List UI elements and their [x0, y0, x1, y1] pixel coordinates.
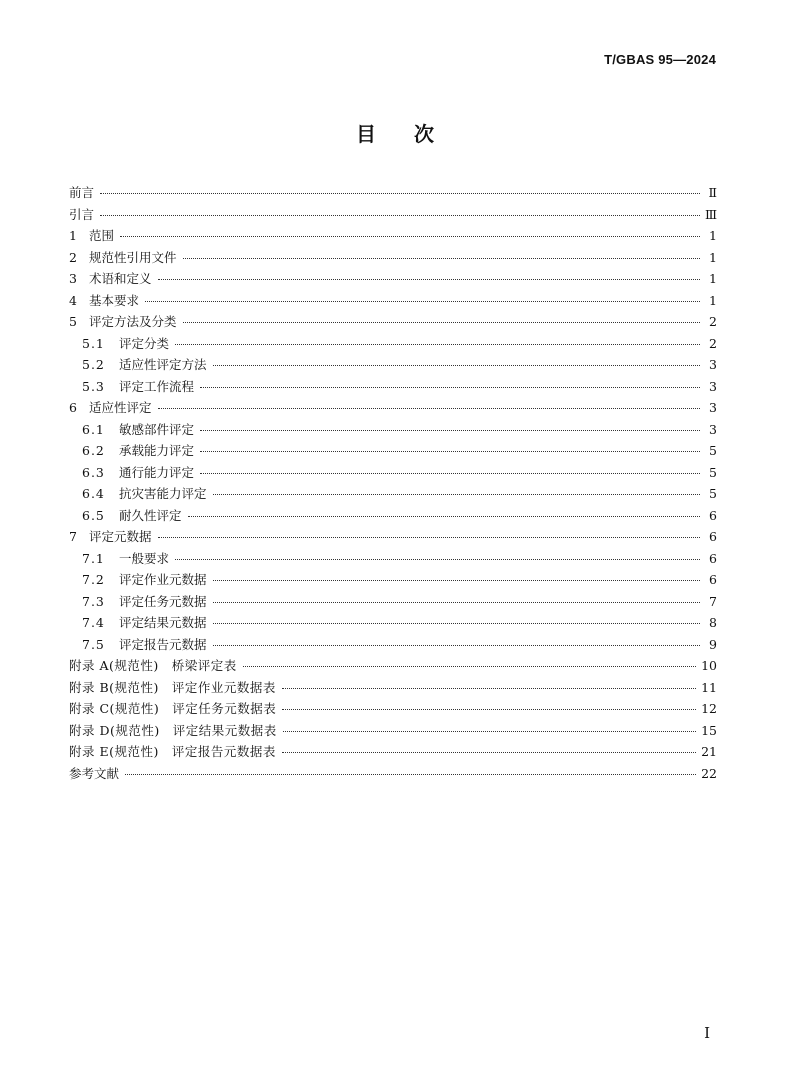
toc-entry-number: 7.4: [82, 615, 105, 630]
toc-leader-dots: [175, 559, 700, 560]
toc-entry-label: 评定分类: [119, 335, 170, 351]
toc-entry[interactable]: [69, 355, 717, 377]
toc-entry[interactable]: [69, 183, 717, 205]
toc-entry[interactable]: [69, 248, 717, 270]
toc-entry-number: 3: [69, 271, 78, 286]
toc-leader-dots: [188, 516, 700, 517]
toc-entry-page: Ⅱ: [708, 185, 717, 200]
toc-entry[interactable]: [69, 463, 717, 485]
toc-leader-dots: [213, 580, 700, 581]
toc-entry[interactable]: [69, 742, 717, 764]
table-of-contents: [69, 183, 717, 785]
toc-entry-page: 3: [709, 421, 717, 437]
toc-leader-dots: [213, 623, 700, 624]
toc-entry-page: 11: [701, 679, 717, 695]
toc-entry-page: 8: [709, 615, 717, 630]
toc-entry-label: 评定工作流程: [119, 378, 195, 394]
toc-entry[interactable]: [69, 613, 717, 635]
toc-entry[interactable]: [69, 441, 717, 463]
toc-leader-dots: [213, 365, 700, 366]
toc-entry[interactable]: [69, 269, 717, 291]
toc-entry-label: 通行能力评定: [119, 464, 195, 480]
toc-entry-label: 附录 D(规范性) 评定结果元数据表: [69, 722, 277, 738]
toc-entry-page: Ⅲ: [704, 206, 717, 222]
toc-leader-dots: [175, 344, 700, 345]
toc-entry[interactable]: [69, 570, 717, 592]
toc-entry-number: 7: [69, 529, 78, 544]
toc-entry-page: 1: [709, 228, 717, 243]
toc-entry-label: 术语和定义: [89, 271, 152, 286]
footer-page-number: I: [704, 1024, 710, 1042]
toc-entry-number: 7.2: [82, 572, 105, 587]
toc-entry-label: 评定结果元数据: [119, 615, 207, 630]
toc-entry-number: 5: [69, 314, 78, 329]
toc-entry-page: 21: [701, 744, 717, 759]
toc-entry[interactable]: [69, 656, 717, 678]
toc-entry[interactable]: [69, 226, 717, 248]
toc-entry-number: 2: [69, 249, 78, 265]
toc-entry-label: 范围: [89, 228, 115, 243]
toc-entry-number: 7.1: [82, 550, 105, 566]
toc-entry-label: 评定元数据: [89, 529, 152, 544]
toc-entry-page: 15: [701, 722, 717, 738]
toc-leader-dots: [145, 301, 700, 302]
toc-entry-label: 参考文献: [69, 765, 120, 781]
toc-entry[interactable]: [69, 592, 717, 614]
toc-entry[interactable]: [69, 205, 717, 227]
toc-entry-page: 1: [709, 271, 717, 286]
document-code: T/GBAS 95—2024: [604, 52, 716, 67]
toc-entry[interactable]: [69, 420, 717, 442]
toc-entry-page: 9: [709, 636, 717, 652]
title-char-2: 次: [414, 122, 434, 146]
toc-entry[interactable]: [69, 291, 717, 313]
toc-entry-page: 2: [709, 335, 717, 351]
toc-leader-dots: [158, 537, 700, 538]
toc-entry-label: 敏感部件评定: [119, 421, 195, 437]
title-char-1: 目: [356, 122, 376, 146]
toc-entry-label: 附录 A(规范性) 桥梁评定表: [69, 658, 237, 673]
toc-entry[interactable]: [69, 334, 717, 356]
toc-leader-dots: [213, 602, 700, 603]
toc-entry-page: 2: [709, 314, 717, 329]
toc-entry[interactable]: [69, 398, 717, 420]
toc-entry-page: 7: [709, 593, 717, 609]
toc-entry-number: 7.5: [82, 636, 105, 652]
toc-entry-label: 一般要求: [119, 550, 170, 566]
toc-entry-page: 5: [709, 486, 717, 501]
toc-entry-page: 3: [709, 400, 717, 415]
toc-entry[interactable]: [69, 635, 717, 657]
toc-entry[interactable]: [69, 721, 717, 743]
toc-entry-page: 6: [709, 529, 717, 544]
toc-entry-label: 抗灾害能力评定: [119, 486, 207, 501]
toc-entry-page: 5: [709, 443, 717, 458]
toc-entry-page: 22: [701, 765, 717, 781]
toc-entry-label: 适应性评定: [89, 400, 152, 415]
toc-leader-dots: [213, 645, 700, 646]
toc-entry[interactable]: [69, 678, 717, 700]
toc-entry-number: 5.2: [82, 357, 105, 372]
toc-leader-dots: [183, 258, 700, 259]
toc-entry-label: 承载能力评定: [119, 443, 195, 458]
toc-entry-label: 评定报告元数据: [119, 636, 207, 652]
toc-leader-dots: [100, 215, 700, 216]
toc-entry-number: 7.3: [82, 593, 105, 609]
toc-entry[interactable]: [69, 484, 717, 506]
toc-entry-label: 评定作业元数据: [119, 572, 207, 587]
toc-leader-dots: [120, 236, 700, 237]
toc-leader-dots: [183, 322, 700, 323]
toc-leader-dots: [200, 387, 700, 388]
toc-leader-dots: [283, 731, 696, 732]
toc-entry-page: 1: [709, 249, 717, 265]
toc-leader-dots: [243, 666, 696, 667]
toc-entry-page: 1: [709, 292, 717, 308]
toc-entry-label: 适应性评定方法: [119, 357, 207, 372]
toc-entry-label: 评定任务元数据: [119, 593, 207, 609]
page-title: [0, 118, 790, 147]
toc-leader-dots: [200, 430, 700, 431]
toc-entry-number: 6.3: [82, 464, 105, 480]
toc-entry-number: 1: [69, 228, 78, 243]
toc-entry-number: 6.5: [82, 507, 105, 523]
toc-leader-dots: [282, 709, 696, 710]
toc-entry-page: 6: [709, 572, 717, 587]
toc-leader-dots: [282, 688, 696, 689]
toc-entry-page: 5: [709, 464, 717, 480]
toc-leader-dots: [282, 752, 696, 753]
toc-entry-number: 5.1: [82, 335, 105, 351]
toc-entry-label: 前言: [69, 185, 95, 200]
toc-entry-page: 3: [709, 378, 717, 394]
toc-entry-page: 12: [701, 701, 717, 716]
toc-entry[interactable]: [69, 506, 717, 528]
toc-entry-label: 附录 B(规范性) 评定作业元数据表: [69, 679, 276, 695]
toc-entry-label: 耐久性评定: [119, 507, 182, 523]
toc-entry-page: 3: [709, 357, 717, 372]
toc-entry[interactable]: [69, 549, 717, 571]
toc-entry-label: 引言: [69, 206, 95, 222]
toc-entry-number: 5.3: [82, 378, 105, 394]
toc-leader-dots: [158, 279, 700, 280]
toc-entry[interactable]: [69, 699, 717, 721]
toc-entry-label: 评定方法及分类: [89, 314, 177, 329]
toc-entry-page: 10: [701, 658, 717, 673]
toc-entry[interactable]: [69, 312, 717, 334]
toc-leader-dots: [213, 494, 700, 495]
toc-leader-dots: [158, 408, 700, 409]
toc-entry-number: 6.4: [82, 486, 105, 501]
toc-entry[interactable]: [69, 527, 717, 549]
toc-entry-number: 6.1: [82, 421, 105, 437]
toc-entry-page: 6: [709, 507, 717, 523]
toc-entry-label: 基本要求: [89, 292, 140, 308]
toc-leader-dots: [200, 473, 700, 474]
toc-leader-dots: [200, 451, 700, 452]
toc-leader-dots: [125, 774, 696, 775]
toc-entry-number: 6.2: [82, 443, 105, 458]
toc-entry[interactable]: [69, 377, 717, 399]
toc-entry[interactable]: [69, 764, 717, 786]
toc-entry-label: 附录 C(规范性) 评定任务元数据表: [69, 701, 277, 716]
toc-entry-page: 6: [709, 550, 717, 566]
toc-entry-number: 6: [69, 400, 78, 415]
toc-entry-label: 规范性引用文件: [89, 249, 177, 265]
toc-entry-number: 4: [69, 292, 78, 308]
toc-leader-dots: [100, 193, 700, 194]
toc-entry-label: 附录 E(规范性) 评定报告元数据表: [69, 744, 276, 759]
